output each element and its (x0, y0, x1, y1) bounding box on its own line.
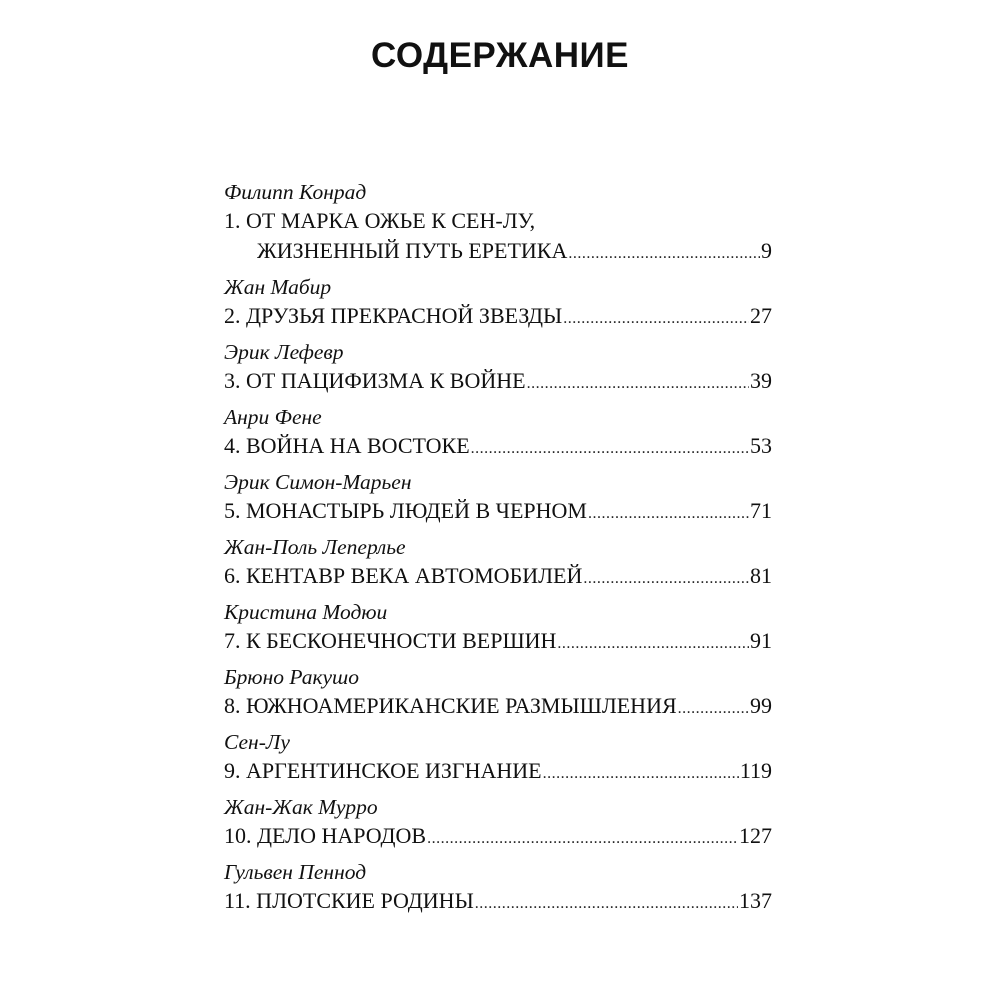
toc-entry-9 (224, 728, 772, 786)
toc-entry-7 (224, 598, 772, 656)
entry-page-number: 137 (739, 888, 772, 913)
entry-author: Кристина Модюи (224, 600, 388, 624)
entry-author: Эрик Лефевр (224, 340, 344, 364)
entry-author: Жан-Поль Леперлье (224, 535, 406, 559)
toc-entry-1 (224, 178, 772, 266)
entry-author: Брюно Ракушо (224, 665, 360, 689)
toc-entry-11 (224, 858, 772, 916)
dot-leader (588, 499, 749, 529)
toc-entry-5 (224, 468, 772, 526)
entry-author: Филипп Конрад (224, 180, 367, 204)
entry-page-number: 53 (750, 433, 772, 458)
entry-title-line-1: 1. ОТ МАРКА ОЖЬЕ К СЕН-ЛУ, (224, 208, 536, 233)
entry-title: 7. К БЕСКОНЕЧНОСТИ ВЕРШИН (224, 628, 557, 653)
entry-title: 9. АРГЕНТИНСКОЕ ИЗГНАНИЕ (224, 758, 542, 783)
dot-leader (527, 369, 749, 399)
dot-leader (471, 434, 749, 464)
toc-entry-4 (224, 403, 772, 461)
entry-page-number: 81 (750, 563, 772, 588)
page-title: СОДЕРЖАНИЕ (370, 36, 629, 75)
dot-leader (583, 564, 749, 594)
entry-page-number: 127 (739, 823, 772, 848)
dot-leader (563, 304, 749, 334)
entry-page-number: 9 (761, 238, 772, 263)
dot-leader (427, 824, 738, 854)
entry-page-number: 119 (739, 758, 772, 783)
toc-entry-6 (224, 533, 772, 591)
entry-title: 10. ДЕЛО НАРОДОВ (224, 823, 427, 848)
entry-title: 4. ВОЙНА НА ВОСТОКЕ (224, 433, 470, 458)
entry-title: 3. ОТ ПАЦИФИЗМА К ВОЙНЕ (224, 368, 526, 393)
entry-page-number: 27 (750, 303, 772, 328)
toc-entry-2 (224, 273, 772, 331)
entry-author: Сен-Лу (224, 730, 290, 754)
entry-author: Анри Фене (224, 405, 322, 429)
entry-page-number: 71 (750, 498, 772, 523)
entry-title-line-2 (224, 236, 772, 266)
dot-leader (568, 239, 760, 269)
dot-leader (557, 629, 749, 659)
toc-entry-8 (224, 663, 772, 721)
table-of-contents (224, 178, 772, 916)
entry-title: 8. ЮЖНОАМЕРИКАНСКИЕ РАЗМЫШЛЕНИЯ (224, 693, 677, 718)
entry-title: ЖИЗНЕННЫЙ ПУТЬ ЕРЕТИКА (257, 238, 568, 263)
entry-author: Эрик Симон-Марьен (224, 470, 412, 494)
entry-title: 11. ПЛОТСКИЕ РОДИНЫ (224, 888, 474, 913)
entry-title: 5. МОНАСТЫРЬ ЛЮДЕЙ В ЧЕРНОМ (224, 498, 587, 523)
entry-title: 6. КЕНТАВР ВЕКА АВТОМОБИЛЕЙ (224, 563, 583, 588)
dot-leader (475, 889, 738, 919)
entry-page-number: 99 (750, 693, 772, 718)
toc-entry-3 (224, 338, 772, 396)
entry-author: Гульвен Пеннод (224, 860, 367, 884)
toc-entry-10 (224, 793, 772, 851)
entry-page-number: 91 (750, 628, 772, 653)
dot-leader (678, 694, 749, 724)
entry-page-number: 39 (750, 368, 772, 393)
entry-author: Жан-Жак Мурро (224, 795, 378, 819)
dot-leader (543, 759, 739, 789)
entry-author: Жан Мабир (224, 275, 332, 299)
entry-title: 2. ДРУЗЬЯ ПРЕКРАСНОЙ ЗВЕЗДЫ (224, 303, 563, 328)
